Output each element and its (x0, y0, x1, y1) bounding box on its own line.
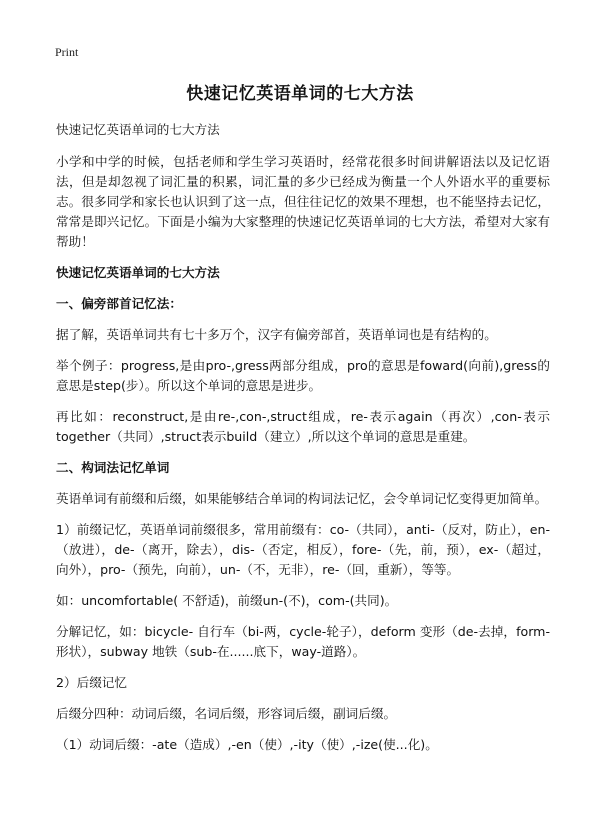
section2-paragraph-5: 2）后缀记忆 (56, 675, 127, 690)
document-subtitle: 快速记忆英语单词的七大方法 (56, 122, 220, 137)
section1-paragraph-1: 据了解，英语单词共有七十多万个，汉字有偏旁部首，英语单词也是有结构的。 (56, 327, 497, 342)
bold-heading: 快速记忆英语单词的七大方法 (56, 265, 220, 280)
document-body (56, 120, 550, 766)
section1-paragraph-3: 再比如：reconstruct,是由re-,con-,struct组成，re-表示again（再次）,con-表示together（共同）,struct表示build（建立）,所以这个单词的意思是重建。 (56, 409, 550, 444)
section2-paragraph-7: （1）动词后缀：-ate（造成）,-en（使）,-ity（使）,-ize(使...化)。 (56, 737, 438, 752)
section2-paragraph-4: 分解记忆，如：bicycle- 自行车（bi-两，cycle-轮子），deform 变形（de-去掉，form-形状），subway 地铁（sub-在......底下，way-道路）。 (56, 624, 550, 659)
section2-heading: 二、构词法记忆单词 (56, 460, 170, 475)
intro-paragraph: 小学和中学的时候，包括老师和学生学习英语时，经常花很多时间讲解语法以及记忆语法，但是却忽视了词汇量的积累，词汇量的多少已经成为衡量一个人外语水平的重要标志。很多同学和家长也认识到了这一点，但往往记忆的效果不理想，也不能坚持去记忆，常常是即兴记忆。下面是小编为大家整理的快速记忆英语单词的七大方法，希望对大家有帮助！ (56, 154, 550, 249)
print-link[interactable]: Print (55, 45, 79, 59)
section2-paragraph-1: 英语单词有前缀和后缀，如果能够结合单词的构词法记忆，会令单词记忆变得更加简单。 (56, 491, 548, 506)
section2-paragraph-3: 如：uncomfortable( 不舒适)，前缀un-(不)，com-(共同)。 (56, 593, 398, 608)
section2-paragraph-2: 1）前缀记忆，英语单词前缀很多，常用前缀有：co-（共同），anti-（反对，防止），en-（放进），de-（离开，除去），dis-（否定，相反），fore-（先，前，预），ex-（超过，向外），pro-（预先，向前），un-（不，无非），re-（回，重新），等等。 (56, 522, 550, 577)
section2-paragraph-6: 后缀分四种：动词后缀，名词后缀，形容词后缀，副词后缀。 (56, 706, 397, 721)
section1-paragraph-2: 举个例子：progress,是由pro-,gress两部分组成，pro的意思是foward(向前),gress的意思是step(步）。所以这个单词的意思是进步。 (56, 358, 550, 393)
document-title: 快速记忆英语单词的七大方法 (186, 84, 414, 104)
section1-heading: 一、偏旁部首记忆法： (56, 296, 182, 311)
